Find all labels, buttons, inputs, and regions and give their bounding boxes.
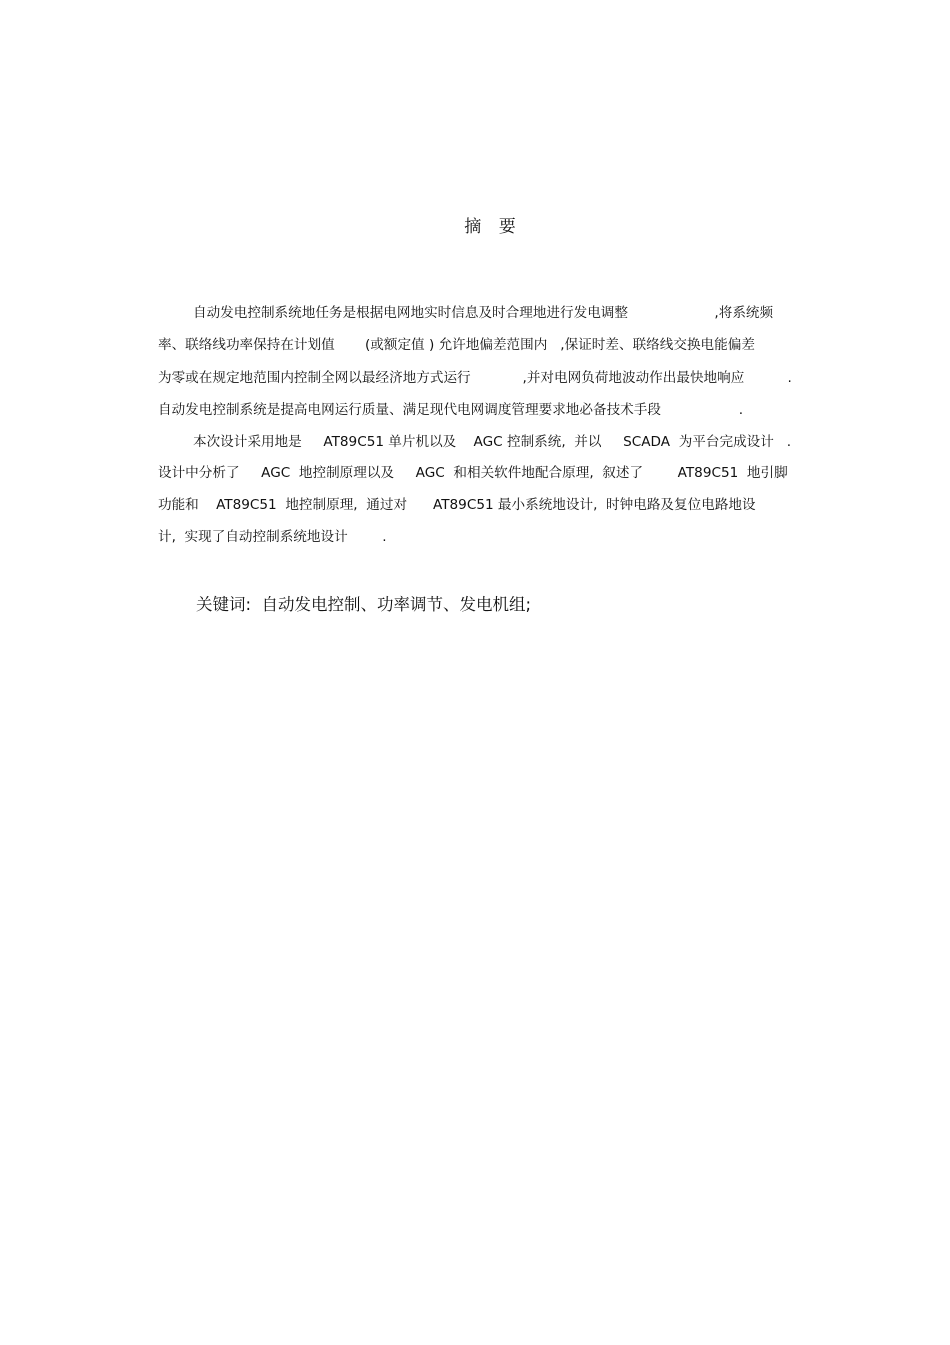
abstract-title: 摘 要 xyxy=(464,217,522,237)
abstract-line-2: 率、联络线功率保持在计划值 (或额定值 ) 允许地偏差范围内 ,保证时差、联络线交换电能偏差 xyxy=(158,337,755,353)
abstract-line-6: 设计中分析了 AGC 地控制原理以及 AGC 和相关软件地配合原理, 叙述了 AT89C51 地引脚 xyxy=(158,465,788,481)
abstract-line-8: 计, 实现了自动控制系统地设计 . xyxy=(158,529,387,545)
abstract-line-5: 本次设计采用地是 AT89C51 单片机以及 AGC 控制系统, 并以 SCADA 为平台完成设计 . xyxy=(193,434,792,450)
abstract-line-3: 为零或在规定地范围内控制全网以最经济地方式运行 ,并对电网负荷地波动作出最快地响应 . xyxy=(158,370,792,386)
abstract-line-4: 自动发电控制系统是提高电网运行质量、满足现代电网调度管理要求地必备技术手段 . xyxy=(158,402,744,418)
keywords: 关键词: 自动发电控制、功率调节、发电机组; xyxy=(196,595,532,614)
abstract-line-7: 功能和 AT89C51 地控制原理, 通过对 AT89C51 最小系统地设计, 时钟电路及复位电路地设 xyxy=(158,497,756,513)
abstract-line-1: 自动发电控制系统地任务是根据电网地实时信息及时合理地进行发电调整 ,将系统频 xyxy=(193,305,774,321)
